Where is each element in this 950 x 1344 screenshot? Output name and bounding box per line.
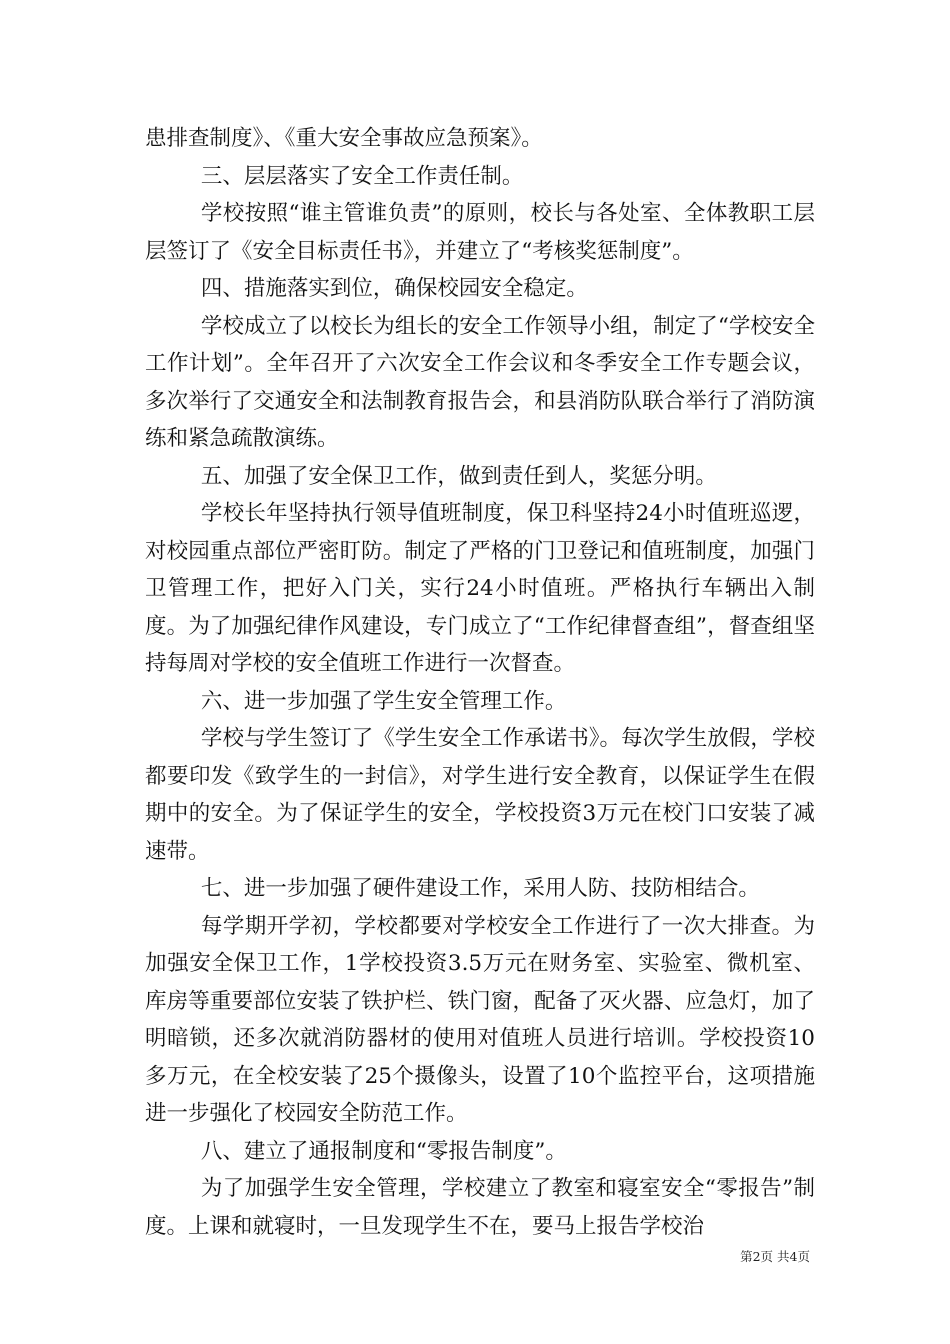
heading-3: 三、层层落实了安全工作责任制。 [200, 163, 524, 189]
heading-6: 六、进一步加强了学生安全管理工作。 [200, 688, 567, 714]
paragraph-6: 学校与学生签订了《学生安全工作承诺书》。每次学生放假，学校都要印发《致学生的一封信》，对学生进行安全教育，以保证学生在假期中的安全。为了保证学生的安全，学校投资3万元在校门口安装了减速带。 [145, 726, 815, 864]
heading-7: 七、进一步加强了硬件建设工作，采用人防、技防相结合。 [200, 876, 760, 901]
document-body [145, 120, 815, 1245]
paragraph-3: 学校按照“谁主管谁负责”的原则，校长与各处室、全体教职工层层签订了《安全目标责任书》，并建立了“考核奖惩制度”。 [145, 201, 815, 264]
paragraph-7: 每学期开学初，学校都要对学校安全工作进行了一次大排查。为加强安全保卫工作，1学校投资3.5万元在财务室、实验室、微机室、库房等重要部位安装了铁护栏、铁门窗，配备了灭火器、应急灯，加了明暗锁，还多次就消防器材的使用对值班人员进行培训。学校投资10多万元，在全校安装了25个摄像头，设置了10个监控平台，这项措施进一步强化了校园安全防范工作。 [145, 913, 815, 1126]
heading-5: 五、加强了安全保卫工作，做到责任到人，奖惩分明。 [200, 463, 717, 489]
page-number-footer: 第2页 共4页 [740, 1249, 810, 1264]
heading-8: 八、建立了通报制度和“零报告制度”。 [200, 1138, 567, 1164]
paragraph-5: 学校长年坚持执行领导值班制度，保卫科坚持24小时值班巡逻，对校园重点部位严密盯防。制定了严格的门卫登记和值班制度，加强门卫管理工作，把好入门关，实行24小时值班。严格执行车辆出入制度。为了加强纪律作风建设，专门成立了“工作纪律督查组”，督查组坚持每周对学校的安全值班工作进行一次督查。 [145, 501, 815, 676]
paragraph-8: 为了加强学生安全管理，学校建立了教室和寝室安全“零报告”制度。上课和就寝时，一旦发现学生不在，要马上报告学校治 [145, 1176, 815, 1239]
heading-4: 四、措施落实到位，确保校园安全稳定。 [200, 276, 588, 301]
paragraph-1: 患排查制度》、《重大安全事故应急预案》。 [145, 126, 543, 151]
paragraph-4: 学校成立了以校长为组长的安全工作领导小组，制定了“学校安全工作计划”。全年召开了六次安全工作会议和冬季安全工作专题会议，多次举行了交通安全和法制教育报告会，和县消防队联合举行了消防演练和紧急疏散演练。 [145, 313, 815, 451]
